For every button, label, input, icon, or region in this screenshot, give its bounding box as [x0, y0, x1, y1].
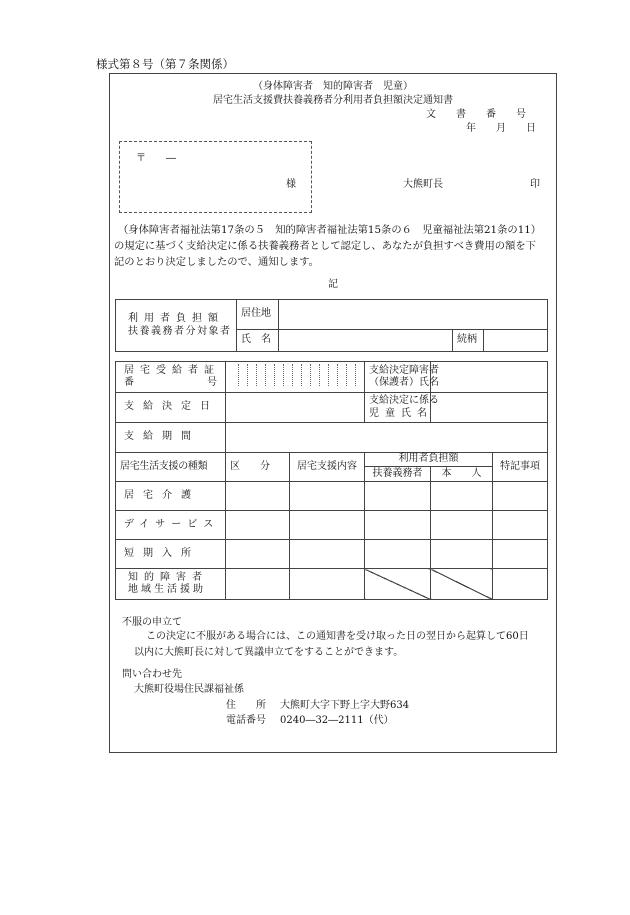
child-label: 支給決定に係る 児童氏名: [365, 393, 431, 423]
burden-header: 利用者負担額: [365, 453, 493, 467]
relation-field: [484, 330, 548, 352]
body-line-1: （身体障害者福祉法第17条の５ 知的障害者福祉法第15条の６ 児童福祉法第21条の11）: [118, 224, 542, 236]
contact-office: 大熊町役場住民課福祉係: [134, 684, 244, 695]
service-group-home: 知的障害者 地域生活援助: [116, 569, 226, 600]
dependent-header: 扶養義務者: [365, 467, 431, 482]
service-short-stay: 短期入所: [116, 540, 226, 569]
name-field: [279, 330, 453, 352]
dependent-row-header: 利用者負担額 扶養義務者分対象者: [116, 300, 237, 352]
ki-mark: 記: [328, 279, 338, 290]
doc-number-label: 文 書 番 号: [426, 109, 526, 120]
dependent-table: [115, 299, 548, 352]
decision-date-label: 支給決定日: [116, 393, 226, 423]
guardian-field: [431, 362, 548, 393]
date-label: 年 月 日: [466, 123, 536, 134]
document-title: 居宅生活支援費扶養義務者分利用者負担額決定通知書: [213, 95, 453, 106]
form-label: 様式第８号（第７条関係）: [96, 57, 234, 71]
period-field: [226, 423, 548, 453]
guardian-label: 支給決定障害者 （保護者）氏名: [365, 362, 431, 393]
recipient-honorific: 様: [286, 179, 296, 190]
relation-label: 続柄: [453, 330, 484, 352]
contact-phone: 0240―32―2111（代）: [280, 715, 394, 726]
category-line: （身体障害者 知的障害者 児童）: [253, 81, 413, 92]
name-label: 氏 名: [237, 330, 279, 352]
category-header: 区 分: [226, 453, 290, 482]
service-day-service: デイサービス: [116, 511, 226, 540]
content-header: 居宅支援内容: [290, 453, 365, 482]
notes-header: 特記事項: [493, 453, 548, 482]
service-type-header: 居宅生活支援の種類: [116, 453, 226, 482]
cert-number-boxes: [226, 362, 365, 393]
service-table: [115, 361, 548, 600]
contact-heading: 問い合わせ先: [122, 669, 182, 680]
diagonal-cell: [365, 569, 431, 600]
cert-label: 居宅受給者証 番 号: [116, 362, 226, 393]
period-label: 支給期間: [116, 423, 226, 453]
diagonal-cell: [431, 569, 493, 600]
appeal-line-1: この決定に不服がある場合には、この通知書を受け取った日の翌日から起算して60日: [146, 631, 529, 642]
decision-date-field: [226, 393, 365, 423]
address-window: [119, 141, 312, 213]
appeal-line-2: 以内に大熊町長に対して異議申立てをすることができます。: [134, 647, 404, 658]
contact-address-label: 住 所: [226, 700, 266, 711]
contact-phone-label: 電話番号: [226, 715, 266, 726]
child-field: [431, 393, 548, 423]
seal-mark: 印: [530, 179, 540, 190]
self-header: 本 人: [431, 467, 493, 482]
address-label: 居住地: [237, 300, 279, 330]
contact-address: 大熊町大字下野上字大野634: [280, 700, 410, 711]
body-line-2: の規定に基づく支給決定に係る扶養義務者として認定し、あなたが負担すべき費用の額を下: [114, 240, 536, 252]
appeal-heading: 不服の申立て: [122, 617, 182, 628]
postal-mark: 〒 ―: [136, 153, 176, 164]
service-home-care: 居宅介護: [116, 482, 226, 511]
issuer-name: 大熊町長: [403, 179, 443, 190]
body-line-3: 記のとおり決定しましたので、通知します。: [114, 256, 319, 268]
address-field: [279, 300, 548, 330]
